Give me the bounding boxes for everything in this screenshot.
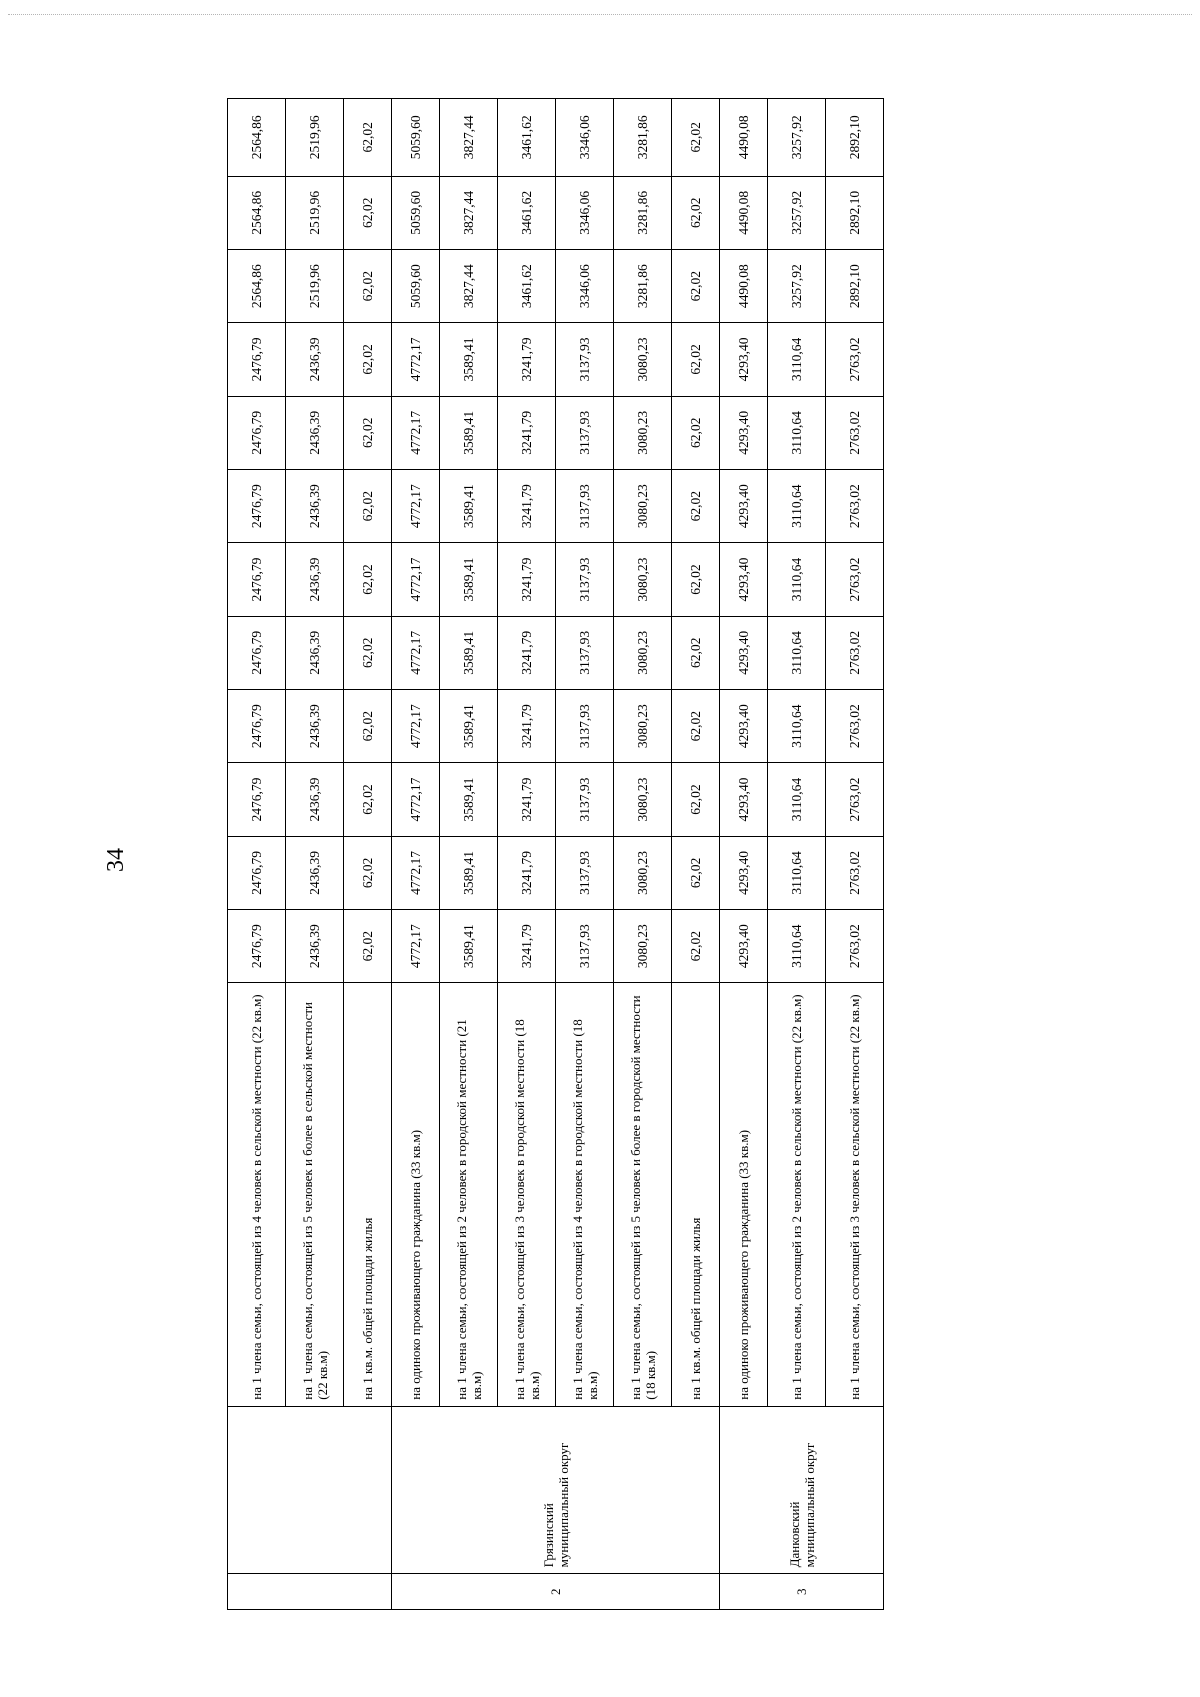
scan-top-edge — [8, 14, 1192, 15]
value-cell: 2892,10 — [826, 99, 884, 177]
category-description: на 1 члена семьи, состоящей из 2 человек в городской местности (21 кв.м) — [440, 983, 498, 1406]
value-cell: 4293,40 — [720, 690, 768, 763]
value-cell: 62,02 — [344, 690, 392, 763]
value-cell: 3080,23 — [614, 616, 672, 689]
table-row — [556, 99, 614, 1610]
value-cell: 3346,06 — [556, 249, 614, 322]
value-cell: 5059,60 — [392, 99, 440, 177]
value-cell: 3137,93 — [556, 836, 614, 909]
value-cell: 3110,64 — [768, 323, 826, 396]
value-cell: 62,02 — [344, 176, 392, 249]
value-cell: 3827,44 — [440, 176, 498, 249]
value-cell: 3080,23 — [614, 836, 672, 909]
value-cell: 62,02 — [672, 249, 720, 322]
value-cell: 5059,60 — [392, 176, 440, 249]
value-cell: 4490,08 — [720, 249, 768, 322]
category-description: на 1 члена семьи, состоящей из 2 человек в сельской местности (22 кв.м) — [768, 983, 826, 1406]
category-description: на 1 члена семьи, состоящей из 4 человек в сельской местности (22 кв.м) — [228, 983, 286, 1406]
value-cell: 3110,64 — [768, 690, 826, 763]
value-cell: 2519,96 — [286, 176, 344, 249]
value-cell: 4772,17 — [392, 836, 440, 909]
value-cell: 2436,39 — [286, 763, 344, 836]
value-cell: 4772,17 — [392, 470, 440, 543]
value-cell: 2436,39 — [286, 396, 344, 469]
value-cell: 2436,39 — [286, 836, 344, 909]
value-cell: 2476,79 — [228, 543, 286, 616]
table-row — [720, 99, 768, 1610]
value-cell: 3589,41 — [440, 836, 498, 909]
table-row — [498, 99, 556, 1610]
table-row — [344, 99, 392, 1610]
category-description: на одиноко проживающего гражданина (33 кв.м) — [720, 983, 768, 1406]
value-cell: 3110,64 — [768, 836, 826, 909]
value-cell: 2476,79 — [228, 836, 286, 909]
value-cell: 3589,41 — [440, 690, 498, 763]
value-cell: 3137,93 — [556, 323, 614, 396]
value-cell: 3281,86 — [614, 176, 672, 249]
value-cell: 62,02 — [672, 323, 720, 396]
value-cell: 2892,10 — [826, 176, 884, 249]
municipality-name: Данковский муниципальный округ — [720, 1406, 884, 1574]
value-cell: 62,02 — [672, 690, 720, 763]
category-description: на 1 члена семьи, состоящей из 3 человек в сельской местности (22 кв.м) — [826, 983, 884, 1406]
value-cell: 62,02 — [344, 249, 392, 322]
value-cell: 3461,62 — [498, 249, 556, 322]
value-cell: 2476,79 — [228, 616, 286, 689]
value-cell: 62,02 — [672, 616, 720, 689]
value-cell: 3110,64 — [768, 543, 826, 616]
value-cell: 62,02 — [672, 470, 720, 543]
value-cell: 3241,79 — [498, 323, 556, 396]
value-cell: 3080,23 — [614, 690, 672, 763]
value-cell: 3137,93 — [556, 616, 614, 689]
value-cell: 3137,93 — [556, 543, 614, 616]
municipality-name: Грязинский муниципальный округ — [392, 1406, 720, 1574]
value-cell: 3461,62 — [498, 99, 556, 177]
value-cell: 2436,39 — [286, 323, 344, 396]
municipality-name — [228, 1406, 392, 1574]
value-cell: 62,02 — [672, 836, 720, 909]
value-cell: 3241,79 — [498, 616, 556, 689]
value-cell: 62,02 — [344, 396, 392, 469]
value-cell: 3346,06 — [556, 99, 614, 177]
value-cell: 4772,17 — [392, 396, 440, 469]
value-cell: 3137,93 — [556, 690, 614, 763]
value-cell: 62,02 — [672, 543, 720, 616]
value-cell: 2763,02 — [826, 543, 884, 616]
value-cell: 2476,79 — [228, 763, 286, 836]
value-cell: 3257,92 — [768, 249, 826, 322]
value-cell: 3080,23 — [614, 470, 672, 543]
value-cell: 3346,06 — [556, 176, 614, 249]
value-cell: 3589,41 — [440, 763, 498, 836]
value-cell: 3589,41 — [440, 396, 498, 469]
value-cell: 2519,96 — [286, 249, 344, 322]
value-cell: 4772,17 — [392, 323, 440, 396]
value-cell: 4772,17 — [392, 763, 440, 836]
value-cell: 3241,79 — [498, 543, 556, 616]
value-cell: 3241,79 — [498, 690, 556, 763]
value-cell: 3257,92 — [768, 176, 826, 249]
table-row — [228, 99, 286, 1610]
value-cell: 3137,93 — [556, 910, 614, 983]
value-cell: 4293,40 — [720, 910, 768, 983]
value-cell: 2436,39 — [286, 690, 344, 763]
value-cell: 62,02 — [344, 323, 392, 396]
value-cell: 2564,86 — [228, 249, 286, 322]
value-cell: 62,02 — [344, 836, 392, 909]
value-cell: 3241,79 — [498, 836, 556, 909]
category-description: на одиноко проживающего гражданина (33 кв.м) — [392, 983, 440, 1406]
value-cell: 3137,93 — [556, 470, 614, 543]
value-cell: 4293,40 — [720, 323, 768, 396]
value-cell: 2436,39 — [286, 616, 344, 689]
value-cell: 2763,02 — [826, 616, 884, 689]
value-cell: 3257,92 — [768, 99, 826, 177]
value-cell: 3110,64 — [768, 763, 826, 836]
value-cell: 62,02 — [344, 763, 392, 836]
value-cell: 3080,23 — [614, 323, 672, 396]
value-cell: 3137,93 — [556, 763, 614, 836]
value-cell: 3241,79 — [498, 396, 556, 469]
category-description: на 1 кв.м. общей площади жилья — [672, 983, 720, 1406]
value-cell: 3110,64 — [768, 616, 826, 689]
value-cell: 62,02 — [344, 470, 392, 543]
value-cell: 2564,86 — [228, 99, 286, 177]
rotated-table-sheet — [227, 98, 979, 1610]
value-cell: 3589,41 — [440, 470, 498, 543]
value-cell: 2892,10 — [826, 249, 884, 322]
value-cell: 3080,23 — [614, 763, 672, 836]
value-cell: 5059,60 — [392, 249, 440, 322]
row-number — [228, 1574, 392, 1610]
value-cell: 2519,96 — [286, 99, 344, 177]
table-row — [286, 99, 344, 1610]
value-cell: 3110,64 — [768, 910, 826, 983]
value-cell: 2476,79 — [228, 910, 286, 983]
value-cell: 4293,40 — [720, 470, 768, 543]
value-cell: 3080,23 — [614, 396, 672, 469]
value-cell: 62,02 — [344, 543, 392, 616]
value-cell: 3589,41 — [440, 543, 498, 616]
value-cell: 2763,02 — [826, 836, 884, 909]
tariff-table — [227, 98, 884, 1610]
value-cell: 4293,40 — [720, 543, 768, 616]
value-cell: 4490,08 — [720, 176, 768, 249]
value-cell: 3461,62 — [498, 176, 556, 249]
value-cell: 4293,40 — [720, 396, 768, 469]
value-cell: 3110,64 — [768, 470, 826, 543]
value-cell: 2476,79 — [228, 396, 286, 469]
value-cell: 2564,86 — [228, 176, 286, 249]
page-number: 34 — [103, 848, 129, 872]
value-cell: 3241,79 — [498, 763, 556, 836]
value-cell: 4772,17 — [392, 543, 440, 616]
value-cell: 4772,17 — [392, 616, 440, 689]
value-cell: 62,02 — [344, 616, 392, 689]
value-cell: 2436,39 — [286, 910, 344, 983]
table-row — [826, 99, 884, 1610]
value-cell: 3589,41 — [440, 323, 498, 396]
table-row — [768, 99, 826, 1610]
value-cell: 4772,17 — [392, 690, 440, 763]
value-cell: 2436,39 — [286, 543, 344, 616]
category-description: на 1 члена семьи, состоящей из 3 человек в городской местности (18 кв.м) — [498, 983, 556, 1406]
value-cell: 4490,08 — [720, 99, 768, 177]
value-cell: 3241,79 — [498, 470, 556, 543]
value-cell: 4293,40 — [720, 616, 768, 689]
category-description: на 1 члена семьи, состоящей из 5 человек и более в городской местности (18 кв.м) — [614, 983, 672, 1406]
value-cell: 2476,79 — [228, 470, 286, 543]
value-cell: 3241,79 — [498, 910, 556, 983]
table-row — [614, 99, 672, 1610]
value-cell: 2476,79 — [228, 323, 286, 396]
value-cell: 3110,64 — [768, 396, 826, 469]
value-cell: 62,02 — [672, 396, 720, 469]
category-description: на 1 члена семьи, состоящей из 5 человек и более в сельской местности (22 кв.м) — [286, 983, 344, 1406]
value-cell: 3137,93 — [556, 396, 614, 469]
row-number: 2 — [392, 1574, 720, 1610]
value-cell: 2763,02 — [826, 323, 884, 396]
value-cell: 3281,86 — [614, 99, 672, 177]
value-cell: 3589,41 — [440, 910, 498, 983]
value-cell: 62,02 — [672, 176, 720, 249]
value-cell: 2763,02 — [826, 396, 884, 469]
value-cell: 62,02 — [672, 763, 720, 836]
value-cell: 2436,39 — [286, 470, 344, 543]
value-cell: 3281,86 — [614, 249, 672, 322]
value-cell: 3589,41 — [440, 616, 498, 689]
value-cell: 62,02 — [672, 910, 720, 983]
value-cell: 2476,79 — [228, 690, 286, 763]
table-row — [440, 99, 498, 1610]
category-description: на 1 кв.м. общей площади жилья — [344, 983, 392, 1406]
value-cell: 2763,02 — [826, 763, 884, 836]
value-cell: 3080,23 — [614, 543, 672, 616]
value-cell: 2763,02 — [826, 690, 884, 763]
table-body — [228, 99, 884, 1610]
value-cell: 4293,40 — [720, 763, 768, 836]
value-cell: 3827,44 — [440, 99, 498, 177]
value-cell: 62,02 — [344, 99, 392, 177]
value-cell: 2763,02 — [826, 910, 884, 983]
value-cell: 4293,40 — [720, 836, 768, 909]
value-cell: 2763,02 — [826, 470, 884, 543]
value-cell: 4772,17 — [392, 910, 440, 983]
table-row — [392, 99, 440, 1610]
table-row — [672, 99, 720, 1610]
value-cell: 62,02 — [672, 99, 720, 177]
value-cell: 3827,44 — [440, 249, 498, 322]
category-description: на 1 члена семьи, состоящей из 4 человек в городской местности (18 кв.м) — [556, 983, 614, 1406]
value-cell: 3080,23 — [614, 910, 672, 983]
value-cell: 62,02 — [344, 910, 392, 983]
row-number: 3 — [720, 1574, 884, 1610]
